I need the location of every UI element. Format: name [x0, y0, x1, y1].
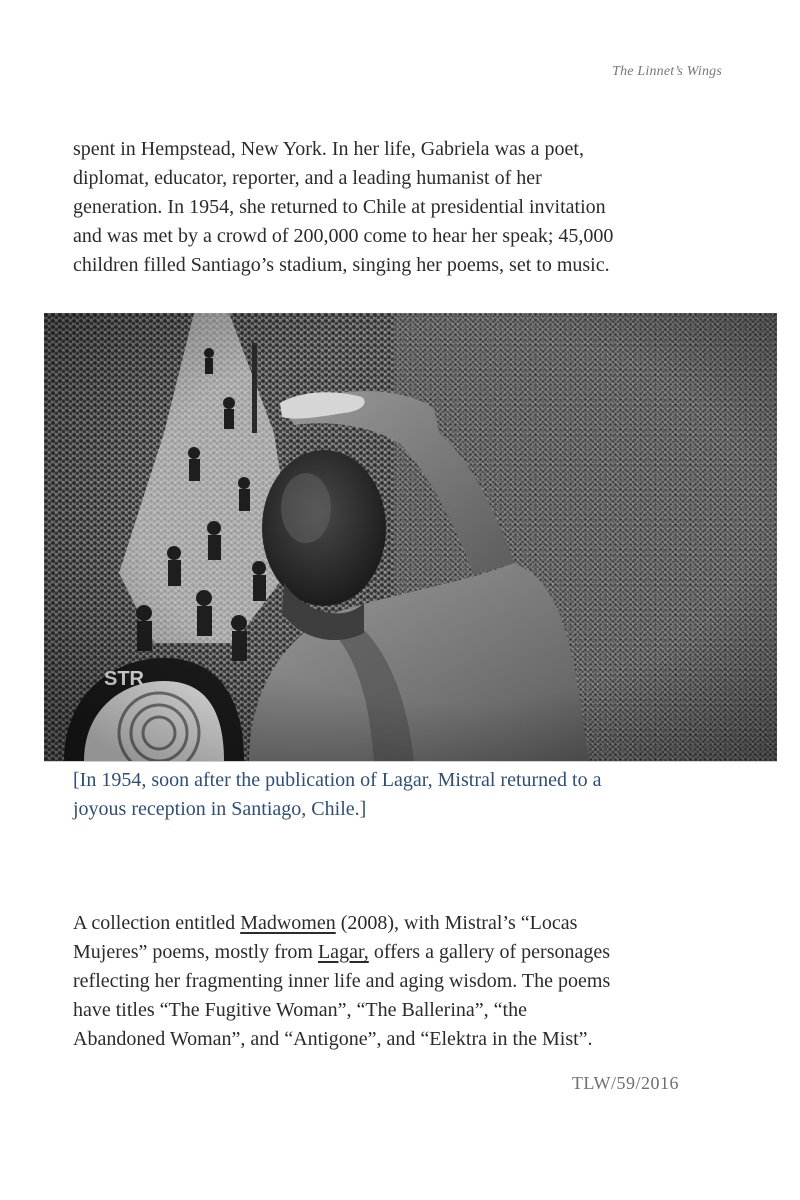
- paragraph-line: diplomat, educator, reporter, and a leading humanist of her: [73, 167, 542, 189]
- paragraph-line: [73, 938, 713, 967]
- page-reference: TLW/59/2016: [571, 1073, 679, 1093]
- paragraph-line: have titles “The Fugitive Woman”, “The Ballerina”, “the: [73, 999, 527, 1021]
- paragraph-line: and was met by a crowd of 200,000 come to hear her speak; 45,000: [73, 225, 614, 247]
- paragraph-line: spent in Hempstead, New York. In her life, Gabriela was a poet,: [73, 138, 584, 160]
- line-text: offers a gallery of personages: [368, 941, 611, 963]
- line-text: (2008), with Mistral’s “Locas: [335, 912, 578, 934]
- body-paragraph-1: [73, 135, 713, 280]
- paragraph-line: generation. In 1954, she returned to Chile at presidential invitation: [73, 196, 606, 218]
- paragraph-line: Abandoned Woman”, and “Antigone”, and “Elektra in the Mist”.: [73, 1028, 593, 1050]
- paragraph-line: reflecting her fragmenting inner life and aging wisdom. The poems: [73, 970, 611, 992]
- journal-title: The Linnet’s Wings: [612, 64, 722, 79]
- line-text: A collection entitled: [73, 912, 241, 934]
- line-text: Mujeres” poems, mostly from: [73, 941, 318, 963]
- caption-line: joyous reception in Santiago, Chile.]: [73, 798, 367, 820]
- body-paragraph-2: [73, 909, 713, 1054]
- caption-line: [In 1954, soon after the publication of Lagar, Mistral returned to a: [73, 769, 602, 791]
- paragraph-line: [73, 909, 713, 938]
- photo-caption: [73, 766, 733, 824]
- book-title-madwomen: Madwomen: [240, 912, 336, 934]
- book-title-lagar: Lagar,: [317, 941, 369, 963]
- crowd-photo: [44, 313, 777, 762]
- paragraph-line: children filled Santiago’s stadium, singing her poems, set to music.: [73, 254, 610, 276]
